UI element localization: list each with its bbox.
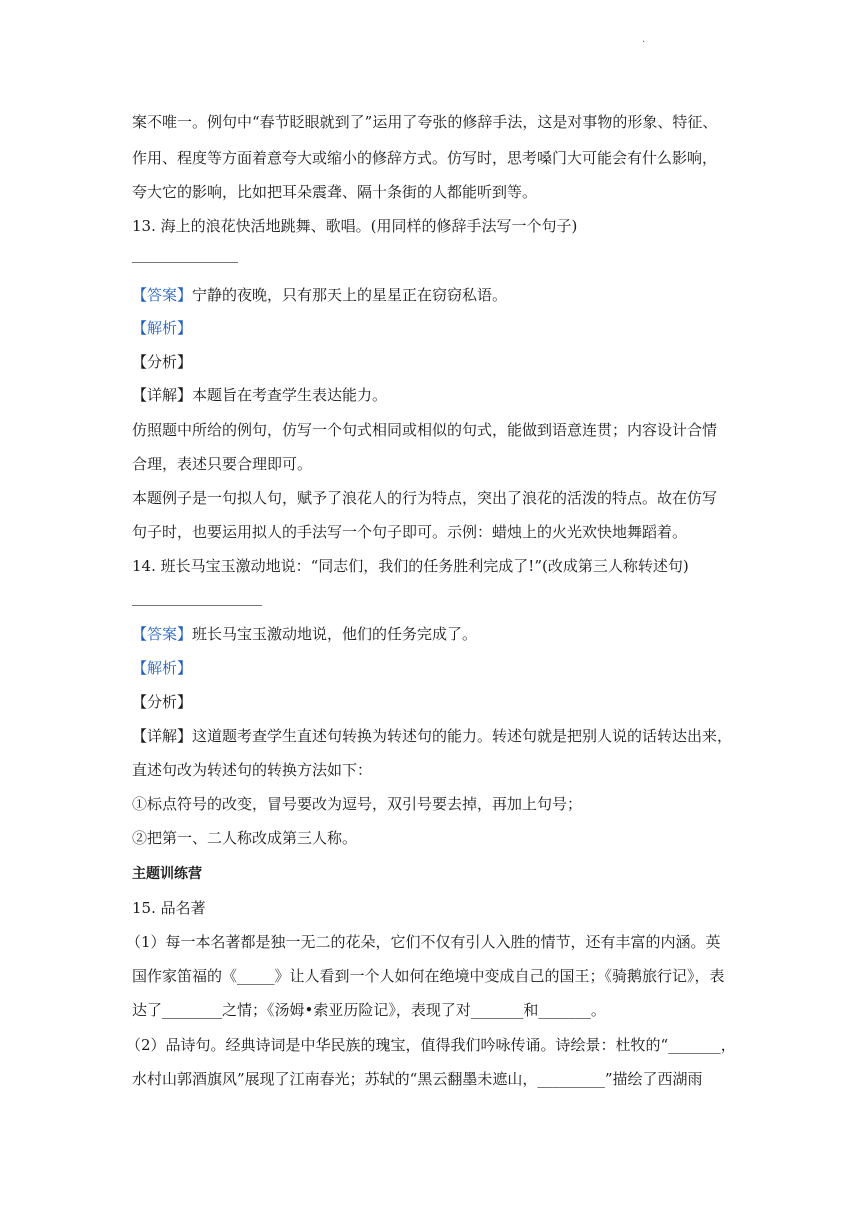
header-dot: . [642,34,646,45]
text-line: 夸大它的影响，比如把耳朵震聋、隔十条街的人都能听到等。 [132,183,538,201]
text-line: ②把第一、二人称改成第三人称。 [132,829,358,847]
answer-14 [132,624,752,644]
fenxi-tag: 【分析】 [132,693,193,711]
answer-13 [132,285,752,305]
fenxi-tag: 【分析】 [132,353,193,371]
answer-text: 班长马宝玉激动地说，他们的任务完成了。 [192,625,478,643]
text-line: 国作家笛福的《_____》让人看到一个人如何在绝境中变成自己的国王；《骑鹅旅行记》，表 [132,967,725,985]
answer-blank-13 [132,262,238,263]
text-line: 案不唯一。例句中“春节眨眼就到了”运用了夸张的修辞手法，这是对事物的形象、特征、 [132,113,718,131]
text-line: 句子时，也要运用拟人的手法写一个句子即可。示例：蜡烛上的火光欢快地舞蹈着。 [132,523,688,541]
text-line: 合理，表述只要合理即可。 [132,455,313,473]
text-line: （2）品诗句。经典诗词是中华民族的瑰宝，值得我们吟咏传诵。诗绘景：杜牧的“_______， [126,1036,736,1054]
question-13: 13. 海上的浪花快活地跳舞、歌唱。(用同样的修辞手法写一个句子) [132,217,578,235]
detail-tag: 【详解】 [132,727,193,745]
answer-text: 宁静的夜晚，只有那天上的星星正在窃窃私语。 [192,286,508,304]
answer-blank-14 [132,605,262,606]
analysis-tag: 【解析】 [132,319,193,337]
answer-tag: 【答案】 [132,286,193,304]
text-line: 本题例子是一句拟人句，赋予了浪花人的行为特点，突出了浪花的活泼的特点。故在仿写 [132,489,718,507]
question-15: 15. 品名著 [132,899,206,917]
detail-text: 这道题考查学生直述句转换为转述句的能力。转述句就是把别人说的话转达出来， [192,727,733,745]
detail-text: 本题旨在考查学生表达能力。 [192,386,388,404]
text-line: ①标点符号的改变，冒号要改为逗号，双引号要去掉，再加上句号； [132,795,583,813]
section-title: 主题训练营 [132,866,202,882]
text-line: 水村山郭酒旗风”展现了江南春光；苏轼的“黑云翻墨未遮山，_________”描绘了西湖雨 [132,1070,703,1088]
answer-tag: 【答案】 [132,625,193,643]
analysis-tag: 【解析】 [132,659,193,677]
detail-14 [132,726,752,746]
text-line: 仿照题中所给的例句，仿写一个句式相同或相似的句式，能做到语意连贯；内容设计合情 [132,421,718,439]
text-line: （1）每一本名著都是独一无二的花朵，它们不仅有引人入胜的情节，还有丰富的内涵。英 [126,933,721,951]
text-line: 直述句改为转述句的转换方法如下： [132,761,373,779]
detail-tag: 【详解】 [132,386,193,404]
text-line: 达了________之情；《汤姆•索亚历险记》，表现了对_______和_______。 [132,1001,606,1019]
text-line: 作用、程度等方面着意夸大或缩小的修辞方式。仿写时，思考嗓门大可能会有什么影响， [132,149,718,167]
question-14: 14. 班长马宝玉激动地说：“同志们，我们的任务胜利完成了!”(改成第三人称转述句) [132,557,689,575]
detail-13 [132,385,752,405]
